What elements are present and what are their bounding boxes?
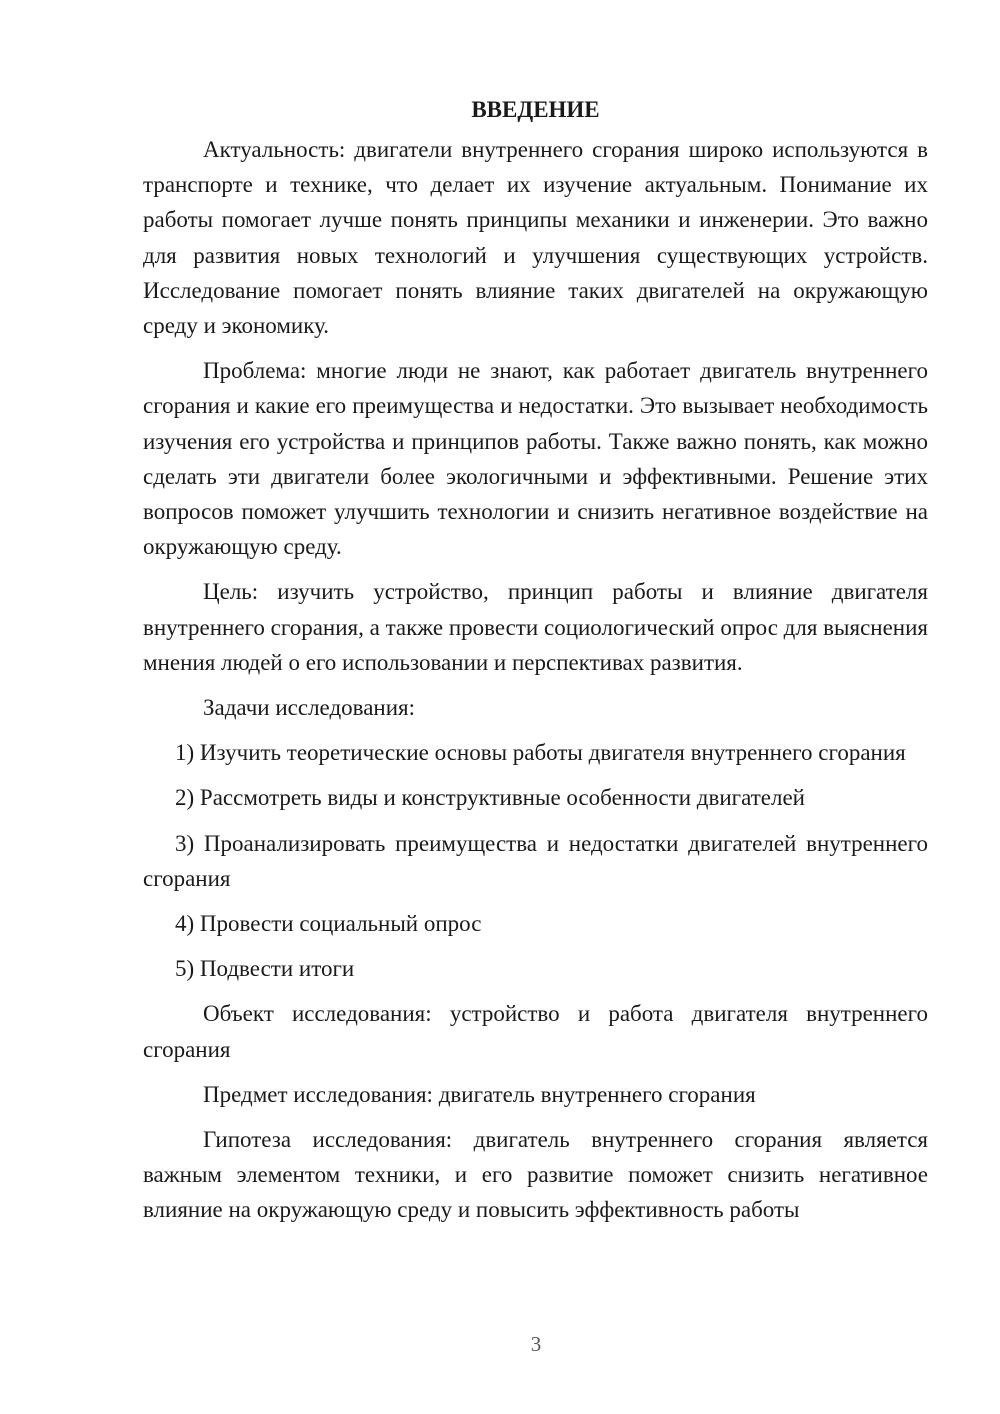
task-item-3: 3) Проанализировать преимущества и недостатки двигателей внутреннего сгорания (143, 830, 928, 891)
object-paragraph: Объект исследования: устройство и работа двигателя внутреннего сгорания (143, 1001, 928, 1062)
subject-paragraph: Предмет исследования: двигатель внутреннего сгорания (203, 1081, 756, 1107)
relevance-paragraph: Актуальность: двигатели внутреннего сгорания широко используются в транспорте и технике, что делает их изучение актуальным. Понимание их работы помогает лучше понять принципы механики и инженерии. Это важно для развития новых технологий и улучшения существующих устройств. Исследование помогает понять влияние таких двигателей на окружающую среду и экономику. (143, 137, 928, 339)
task-item-2: 2) Рассмотреть виды и конструктивные особенности двигателей (175, 785, 805, 811)
hypothesis-paragraph: Гипотеза исследования: двигатель внутреннего сгорания является важным элементом техники, и его развитие поможет снизить негативное влияние на окружающую среду и повысить эффективность работы (143, 1127, 928, 1223)
task-item-1: 1) Изучить теоретические основы работы двигателя внутреннего сгорания (175, 740, 906, 766)
section-title: ВВЕДЕНИЕ (471, 97, 600, 122)
task-item-4: 4) Провести социальный опрос (175, 911, 482, 937)
task-item-5: 5) Подвести итоги (175, 956, 355, 982)
problem-paragraph: Проблема: многие люди не знают, как работает двигатель внутреннего сгорания и какие его преимущества и недостатки. Это вызывает необходимость изучения его устройства и принципов работы. Также важно понять, как можно сделать эти двигатели более экологичными и эффективными. Решение этих вопросов поможет улучшить технологии и снизить негативное воздействие на окружающую среду. (143, 358, 928, 560)
goal-paragraph: Цель: изучить устройство, принцип работы и влияние двигателя внутреннего сгорания, а также провести социологический опрос для выяснения мнения людей о его использовании и перспективах развития. (143, 579, 928, 675)
page-number: 3 (530, 1332, 542, 1356)
document-page (143, 92, 928, 1228)
tasks-heading: Задачи исследования: (203, 695, 416, 721)
